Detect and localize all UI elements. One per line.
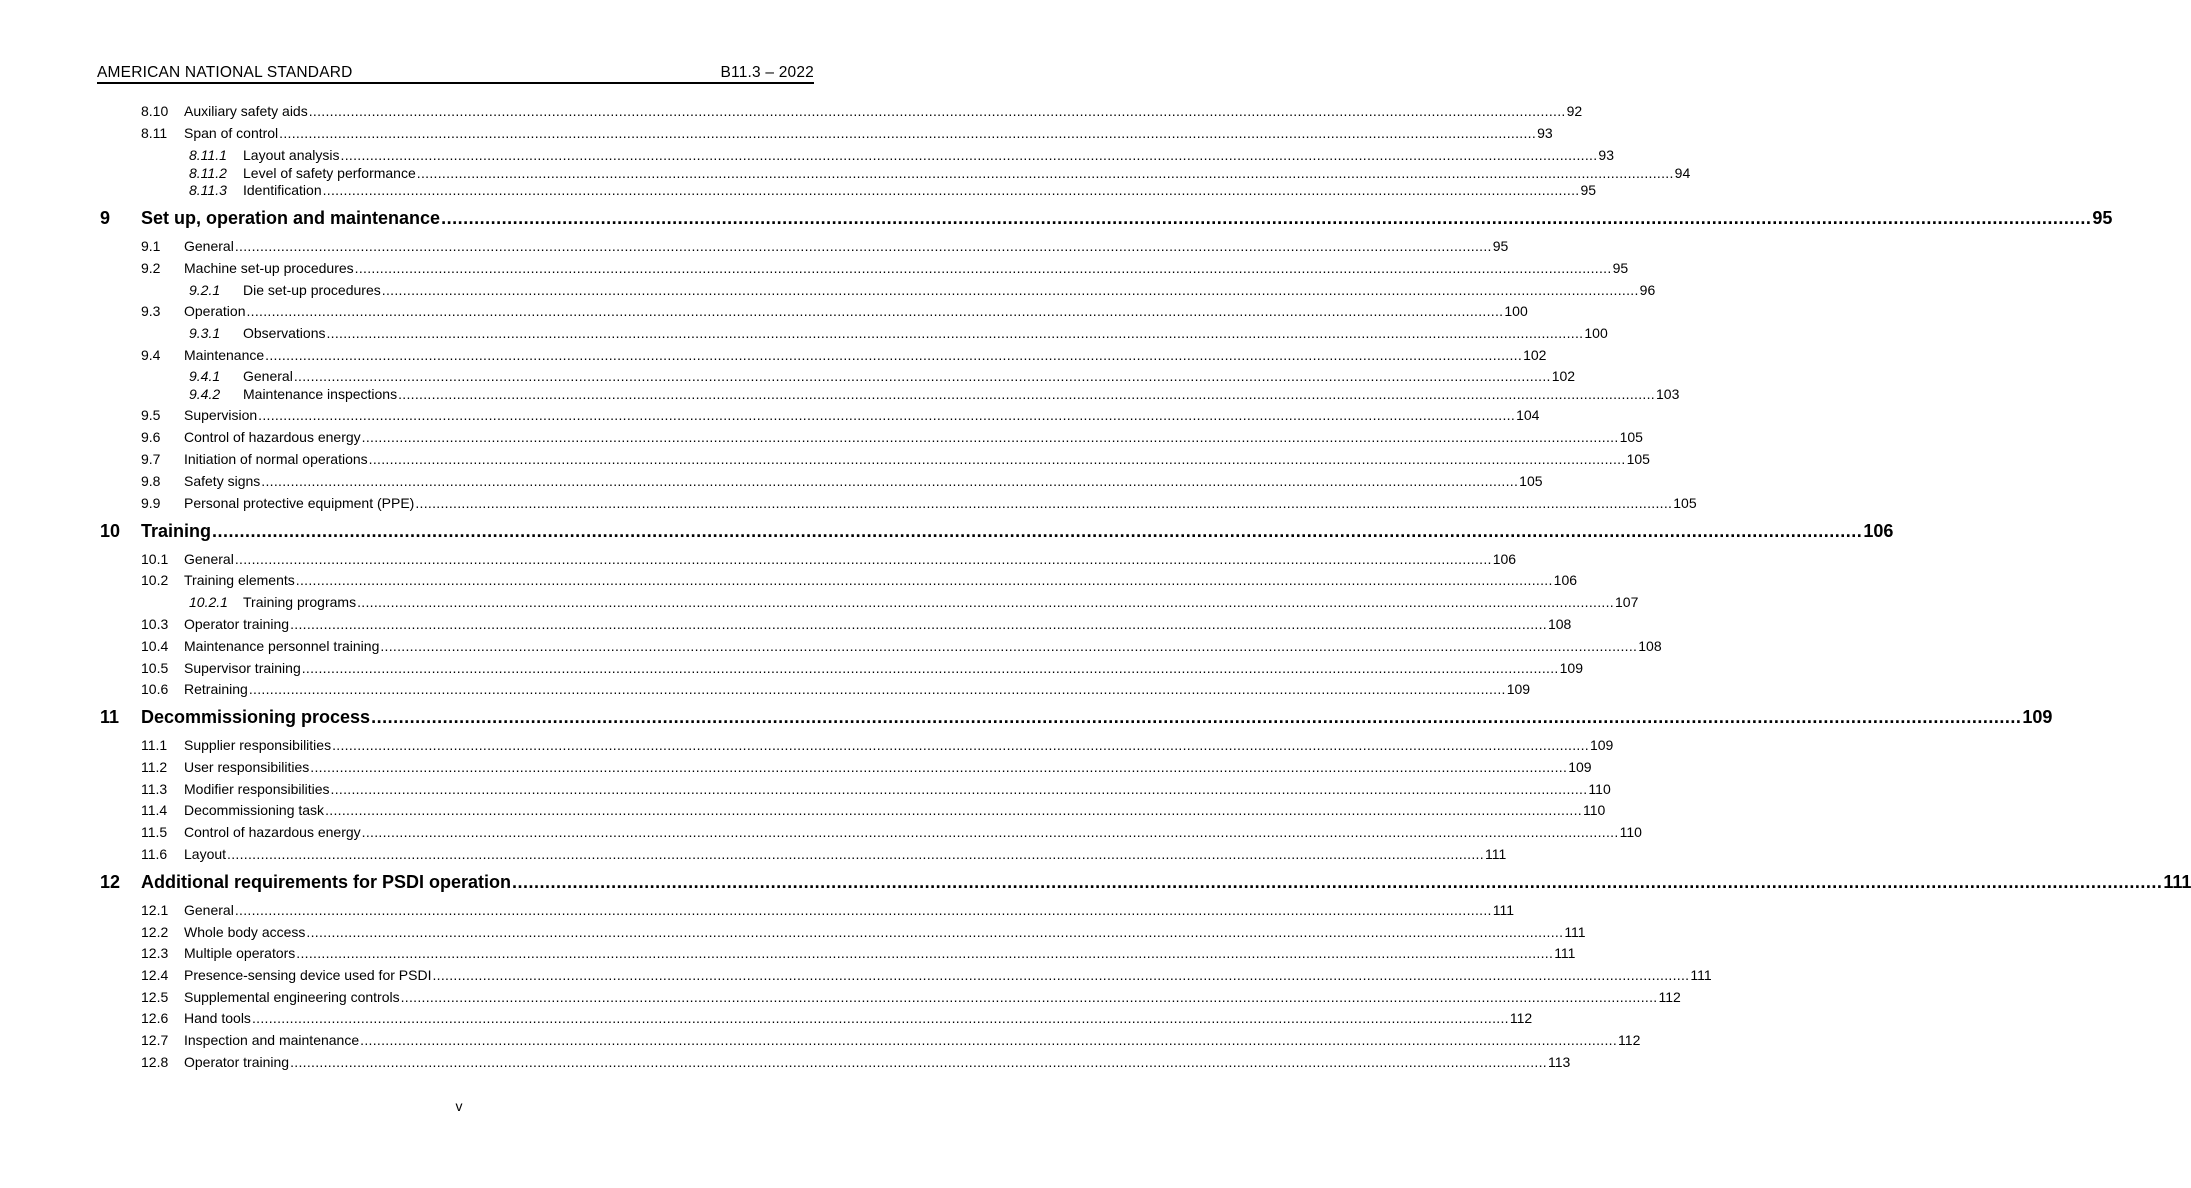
toc-entry-page: 109 (1589, 737, 1614, 753)
toc-entry-page: 108 (1638, 638, 1662, 654)
toc-entry-page: 109 (1506, 681, 1531, 697)
toc-entry-title: Supplemental engineering controls (184, 989, 400, 1005)
toc-entry-title: Supervision (184, 407, 258, 423)
toc-entry-page: 106 (1553, 572, 1578, 588)
toc-entry-title: Modifier responsibilities (184, 781, 330, 797)
toc-entry-title: Retraining (184, 681, 248, 697)
toc-entry-number: 8.11.1 (189, 147, 227, 163)
toc-entry-number: 10.3 (141, 616, 169, 632)
toc-entry-title: Supplier responsibilities (184, 737, 332, 753)
dot-leader: ............................................................................................................................................................................................................................................................................................................ (290, 616, 1547, 632)
toc-entry-page: 92 (1566, 103, 1583, 119)
toc-entry-title: Maintenance (184, 347, 265, 363)
toc-entry-number: 9.3 (141, 303, 161, 319)
dot-leader: ............................................................................................................................................................................................................................................................................................................ (293, 368, 1551, 384)
toc-entry-page: 111 (1554, 945, 1576, 961)
toc-entry-title: Layout (184, 846, 227, 862)
toc-entry-page: 110 (1582, 802, 1606, 818)
toc-entry-page: 102 (1551, 368, 1576, 384)
toc-entry-number: 12.4 (141, 967, 169, 983)
toc-entry-title: Machine set-up procedures (184, 260, 354, 276)
toc-entry-number: 8.11 (141, 125, 168, 141)
toc-entry-page: 112 (1618, 1032, 1641, 1048)
dot-leader: ............................................................................................................................................................................................................................................................................................................ (357, 594, 1614, 610)
toc-entry-page: 112 (1509, 1010, 1533, 1026)
toc-entry-page: 104 (1516, 407, 1540, 423)
toc-entry-page: 103 (1656, 386, 1680, 402)
dot-leader: ............................................................................................................................................................................................................................................................................................................ (296, 945, 1554, 961)
toc-entry-page: 105 (1519, 473, 1543, 489)
dot-leader: ............................................................................................................................................................................................................................................................................................................ (361, 824, 1619, 840)
toc-entry-page: 102 (1523, 347, 1547, 363)
dot-leader: ............................................................................................................................................................................................................................................................................................................ (234, 551, 1492, 567)
dot-leader: ............................................................................................................................................................................................................................................................................................................ (354, 260, 1612, 276)
dot-leader: ............................................................................................................................................................................................................................................................................................................ (400, 989, 1658, 1005)
toc-entry-title: Whole body access (184, 924, 306, 940)
toc-entry-page: 106 (1863, 521, 1894, 541)
toc-entry-title: Supervisor training (184, 660, 301, 676)
toc-entry-number: 8.11.2 (189, 165, 227, 181)
toc-entry-number: 11 (100, 707, 120, 727)
dot-leader: ............................................................................................................................................................................................................................................................................................................ (432, 967, 1690, 983)
toc-entry-page: 113 (1547, 1054, 1571, 1070)
toc-entry-number: 12.8 (141, 1054, 169, 1070)
dot-leader: ............................................................................................................................................................................................................................................................................................................ (340, 147, 1598, 163)
toc-entry-page: 111 (1484, 846, 1507, 862)
toc-entry-number: 11.6 (141, 846, 168, 862)
dot-leader: ............................................................................................................................................................................................................................................................................................................ (322, 182, 1580, 198)
toc-entry-page: 111 (1690, 967, 1712, 983)
dot-leader: ............................................................................................................................................................................................................................................................................................................ (248, 681, 1506, 697)
toc-entry-number: 11.2 (141, 759, 168, 775)
dot-leader: ............................................................................................................................................................................................................................................................................................................ (261, 473, 1519, 489)
dot-leader: ............................................................................................................................................................................................................................................................................................................ (368, 451, 1626, 467)
dot-leader: ............................................................................................................................................................................................................................................................................................................ (308, 103, 1566, 119)
toc-entry-page: 109 (1568, 759, 1592, 775)
dot-leader: ............................................................................................................................................................................................................................................................................................................ (279, 125, 1537, 141)
toc-entry-number: 12.7 (141, 1032, 169, 1048)
toc-entry-number: 9.1 (141, 238, 161, 254)
toc-entry-title: Auxiliary safety aids (184, 103, 308, 119)
dot-leader: ............................................................................................................................................................................................................................................................................................................ (441, 208, 2092, 228)
toc-entry-title: Operator training (184, 1054, 290, 1070)
toc-entry-title: Span of control (184, 125, 279, 141)
toc-entry-title: Layout analysis (243, 147, 340, 163)
dot-leader: ............................................................................................................................................................................................................................................................................................................ (416, 165, 1674, 181)
toc-entry-number: 9.7 (141, 451, 161, 467)
toc-entry-number: 9.9 (141, 495, 161, 511)
toc-entry-page: 105 (1619, 429, 1643, 445)
toc-entry-number: 12.6 (141, 1010, 169, 1026)
toc-entry-title: Personal protective equipment (PPE) (184, 495, 415, 511)
toc-entry-number: 9.4.1 (189, 368, 221, 384)
toc-entry-page: 95 (2092, 208, 2113, 228)
toc-entry-title: Initiation of normal operations (184, 451, 368, 467)
toc-entry-number: 10.5 (141, 660, 169, 676)
toc-entry-number: 9.6 (141, 429, 161, 445)
toc-entry-title: General (184, 551, 234, 567)
toc-entry-number: 12.2 (141, 924, 169, 940)
toc-entry-number: 9.4.2 (189, 386, 221, 402)
dot-leader: ............................................................................................................................................................................................................................................................................................................ (512, 872, 2163, 892)
toc-entry-number: 12.1 (141, 902, 169, 918)
toc-entry-title: Operator training (184, 616, 290, 632)
toc-entry-title: User responsibilities (184, 759, 310, 775)
toc-entry-number: 9.3.1 (189, 325, 221, 341)
toc-entry-page: 109 (2022, 707, 2053, 727)
dot-leader: ............................................................................................................................................................................................................................................................................................................ (360, 1032, 1618, 1048)
dot-leader: ............................................................................................................................................................................................................................................................................................................ (310, 759, 1568, 775)
dot-leader: ............................................................................................................................................................................................................................................................................................................ (381, 282, 1639, 298)
toc-entry-title: Additional requirements for PSDI operation (141, 872, 512, 892)
toc-entry-number: 9.2 (141, 260, 161, 276)
toc-entry-page: 109 (1559, 660, 1583, 676)
toc-entry-title: Maintenance inspections (243, 386, 398, 402)
toc-entry-page: 93 (1598, 147, 1614, 163)
toc-entry-number: 12.5 (141, 989, 169, 1005)
toc-entry-number: 8.10 (141, 103, 169, 119)
toc-entry-title: Identification (243, 182, 322, 198)
toc-entry-title: Control of hazardous energy (184, 429, 361, 445)
dot-leader: ............................................................................................................................................................................................................................................................................................................ (398, 386, 1656, 402)
toc-entry-title: General (243, 368, 293, 384)
toc-entry-page: 105 (1673, 495, 1697, 511)
dot-leader: ............................................................................................................................................................................................................................................................................................................ (306, 924, 1564, 940)
toc-entry-number: 10 (100, 521, 121, 541)
toc-entry-number: 10.6 (141, 681, 169, 697)
toc-entry-title: Safety signs (184, 473, 261, 489)
toc-entry-title: Operation (184, 303, 246, 319)
dot-leader: ............................................................................................................................................................................................................................................................................................................ (258, 407, 1516, 423)
toc-entry-page: 95 (1580, 182, 1597, 198)
toc-entry-page: 108 (1547, 616, 1572, 632)
toc-entry-title: Observations (243, 325, 326, 341)
dot-leader: ............................................................................................................................................................................................................................................................................................................ (246, 303, 1504, 319)
page-header (97, 63, 814, 83)
header-rule (97, 82, 814, 84)
toc-entry-page: 93 (1537, 125, 1553, 141)
toc-entry-number: 9.5 (141, 407, 161, 423)
header-standard-id: B11.3 – 2022 (720, 64, 814, 81)
toc-entry-title: General (184, 902, 234, 918)
toc-entry-number: 9.2.1 (189, 282, 221, 298)
toc-entry-number: 10.2 (141, 572, 169, 588)
toc-entry-title: Level of safety performance (243, 165, 416, 181)
toc-entry-page: 111 (1492, 902, 1514, 918)
toc-entry-number: 12.3 (141, 945, 169, 961)
dot-leader: ............................................................................................................................................................................................................................................................................................................ (212, 521, 1863, 541)
toc-entry-title: Decommissioning process (141, 707, 371, 727)
dot-leader: ............................................................................................................................................................................................................................................................................................................ (290, 1054, 1547, 1070)
toc-entry-title: Die set-up procedures (243, 282, 381, 298)
toc-entry-page: 110 (1588, 781, 1611, 797)
toc-entry-title: Control of hazardous energy (184, 824, 361, 840)
toc-entry-number: 8.11.3 (189, 182, 227, 198)
toc-entry-title: Maintenance personnel training (184, 638, 380, 654)
toc-entry-number: 10.1 (141, 551, 169, 567)
dot-leader: ............................................................................................................................................................................................................................................................................................................ (415, 495, 1673, 511)
toc-entry-page: 110 (1619, 824, 1642, 840)
toc-entry-title: General (184, 238, 234, 254)
toc-entry-title: Decommissioning task (184, 802, 325, 818)
toc-entry-page: 106 (1492, 551, 1517, 567)
toc-entry-page: 100 (1504, 303, 1528, 319)
toc-entry-title: Set up, operation and maintenance (141, 208, 441, 228)
toc-entry-number: 9.8 (141, 473, 161, 489)
dot-leader: ............................................................................................................................................................................................................................................................................................................ (234, 902, 1492, 918)
toc-entry-page: 111 (2163, 872, 2191, 892)
toc-entry-page: 95 (1492, 238, 1509, 254)
toc-entry-title: Training (141, 521, 212, 541)
dot-leader: ............................................................................................................................................................................................................................................................................................................ (234, 238, 1492, 254)
dot-leader: ............................................................................................................................................................................................................................................................................................................ (371, 707, 2022, 727)
toc-entry-title: Hand tools (184, 1010, 251, 1026)
dot-leader: ............................................................................................................................................................................................................................................................................................................ (326, 325, 1584, 341)
dot-leader: ............................................................................................................................................................................................................................................................................................................ (251, 1010, 1509, 1026)
toc-entry-number: 12 (100, 872, 121, 892)
toc-entry-number: 10.2.1 (189, 594, 228, 610)
toc-entry-number: 11.1 (141, 737, 168, 753)
toc-entry-page: 100 (1584, 325, 1608, 341)
dot-leader: ............................................................................................................................................................................................................................................................................................................ (380, 638, 1638, 654)
dot-leader: ............................................................................................................................................................................................................................................................................................................ (330, 781, 1588, 797)
toc-entry-title: Training elements (184, 572, 295, 588)
toc-entry-page: 96 (1639, 282, 1656, 298)
toc-entry-number: 11.4 (141, 802, 168, 818)
dot-leader: ............................................................................................................................................................................................................................................................................................................ (325, 802, 1582, 818)
dot-leader: ............................................................................................................................................................................................................................................................................................................ (332, 737, 1589, 753)
dot-leader: ............................................................................................................................................................................................................................................................................................................ (361, 429, 1619, 445)
header-standard-name: AMERICAN NATIONAL STANDARD (97, 64, 353, 81)
page-number: v (455, 1098, 463, 1114)
dot-leader: ............................................................................................................................................................................................................................................................................................................ (227, 846, 1484, 862)
dot-leader: ............................................................................................................................................................................................................................................................................................................ (295, 572, 1553, 588)
toc-entry-page: 95 (1612, 260, 1629, 276)
toc-entry-number: 9 (100, 208, 111, 228)
toc-entry-number: 9.4 (141, 347, 161, 363)
toc-entry-page: 105 (1626, 451, 1650, 467)
toc-entry-title: Inspection and maintenance (184, 1032, 360, 1048)
toc-entry-page: 112 (1658, 989, 1681, 1005)
toc-entry-title: Multiple operators (184, 945, 296, 961)
toc-entry-number: 10.4 (141, 638, 169, 654)
toc-entry-title: Training programs (243, 594, 357, 610)
toc-entry-page: 111 (1564, 924, 1586, 940)
dot-leader: ............................................................................................................................................................................................................................................................................................................ (265, 347, 1523, 363)
dot-leader: ............................................................................................................................................................................................................................................................................................................ (301, 660, 1559, 676)
toc-entry-number: 11.5 (141, 824, 168, 840)
toc-entry-page: 107 (1615, 594, 1639, 610)
toc-entry-title: Presence-sensing device used for PSDI (184, 967, 432, 983)
toc-entry-page: 94 (1674, 165, 1691, 181)
toc-entry-number: 11.3 (141, 781, 168, 797)
